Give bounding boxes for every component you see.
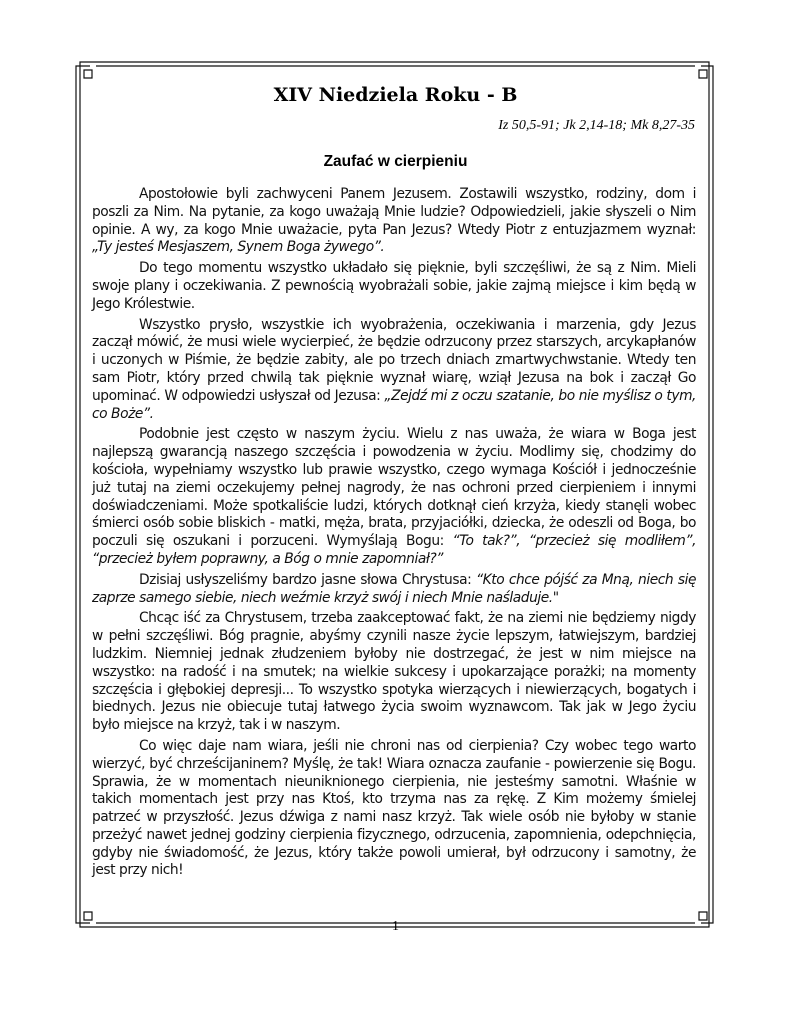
scripture-references: Iz 50,5-91; Jk 2,14-18; Mk 8,27-35 (498, 118, 695, 133)
page-number: 1 (392, 919, 399, 934)
paragraph-quote: „Ty jesteś Mesjaszem, Synem Boga żywego”. (92, 239, 385, 256)
paragraph-text: Chcąc iść za Chrystusem, trzeba zaakceptować fakt, że na ziemi nie będziemy nigdy w pełni szczęśliwi. Bóg pragnie, abyśmy czynili nasze życie lepszym, łatwiejszym, bardziej ludzkim. Niemniej jednak złudzeniem byłoby nie dostrzegać, że jest w nim miejsce na wszystko: na radość i na smutek; na wielkie sukcesy i upokarzające porażki; na momenty szczęścia i głębokiej depresji... To wszystko spotyka wierzących i niewierzących, bogatych i biednych. Jezus nie obiecuje tutaj łatwego życia swoim wyznawcom. Tak jak w Jego życiu było miejsce na krzyż, tak i w naszym. (92, 610, 696, 734)
article-body (92, 186, 696, 883)
paragraph-text: Wszystko prysło, wszystkie ich wyobrażenia, oczekiwania i marzenia, gdy Jezus zaczął mówić, że musi wiele wycierpieć, że będzie odrzucony przez starszych, arcykapłanów i uczonych w Piśmie, że będzie zabity, ale po trzech dniach zmartwychwstanie. Wtedy ten sam Piotr, który przed chwilą tak pięknie wyznał wiarę, wziął Jezusa na bok i zaczął Go upominać. W odpowiedzi usłyszał od Jezusa: (92, 316, 696, 404)
paragraph-text: Apostołowie byli zachwyceni Panem Jezusem. Zostawili wszystko, rodziny, dom i poszli za Nim. Na pytanie, za kogo uważają Mnie ludzie? Odpowiedzieli, jakie słyszeli o Nim opinie. A wy, za kogo Mnie uważacie, pyta Pan Jezus? Wtedy Piotr z entuzjazmem wyznał: (92, 186, 696, 238)
paragraph-quote: “To tak?”, “przecież się modliłem”, “przecież byłem poprawny, a Bóg o mnie zapomniał?” (92, 533, 696, 567)
paragraph (92, 610, 696, 735)
paragraph-text: Do tego momentu wszystko układało się pięknie, byli szczęśliwi, że są z Nim. Mieli swoje plany i oczekiwania. Z pewnością wyobrażali sobie, jakie zajmą miejsce i kim będą w Jego Królestwie. (92, 260, 696, 312)
paragraph-text: Co więc daje nam wiara, jeśli nie chroni nas od cierpienia? Czy wobec tego warto wierzyć, być chrześcijaninem? Myślę, że tak! Wiara oznacza zaufanie - powierzenie się Bogu. Sprawia, że w momentach nieuniknionego cierpienia, nie jesteśmy samotni. Właśnie w takich momentach jest przy nas Ktoś, kto trzyma nas za rękę. Z Kim możemy śmielej patrzeć w przyszłość. Jezus dźwiga z nami nasz krzyż. Tak wiele osób nie byłoby w stanie przeżyć nawet jednej godziny cierpienia fizycznego, odrzucenia, zapomnienia, odepchnięcia, gdyby nie świadomość, że Jezus, który także powoli umierał, był odrzucony i samotny, że jest przy nich! (92, 737, 696, 879)
article-subtitle: Zaufać w cierpieniu (323, 153, 468, 170)
paragraph (92, 572, 696, 608)
paragraph-text: Podobnie jest często w naszym życiu. Wielu z nas uważa, że wiara w Boga jest najlepszą gwarancją naszego szczęścia i powodzenia w życiu. Modlimy się, chodzimy do kościoła, wypełniamy wszystko lub prawie wszystko, czego wymaga Kościół i jednocześnie już tutaj na ziemi oczekujemy pełnej nagrody, że nas ochroni przed cierpieniem i innymi doświadczeniami. Może spotkaliście ludzi, których dotknął cień krzyża, kiedy stanęli wobec śmierci osób sobie bliskich - matki, męża, brata, przyjaciółki, dziecka, że odeszli od Boga, bo poczuli się oszukani i porzuceni. Wymyślają Bogu: (92, 426, 696, 550)
page-title: XIV Niedziela Roku - B (273, 84, 518, 106)
paragraph-text: Dzisiaj usłyszeliśmy bardzo jasne słowa Chrystusa: (139, 571, 476, 588)
paragraph-quote: “Kto chce pójść za Mną, niech się zaprze samego siebie, niech weźmie krzyż swój i niech Mnie naśladuje." (92, 571, 697, 606)
paragraph (92, 186, 696, 257)
paragraph-quote: „Zejdź mi z oczu szatanie, bo nie myślisz o tym, co Boże”. (92, 387, 696, 422)
paragraph (92, 738, 696, 880)
paragraph (92, 260, 696, 313)
paragraph (92, 426, 696, 568)
paragraph (92, 317, 696, 424)
